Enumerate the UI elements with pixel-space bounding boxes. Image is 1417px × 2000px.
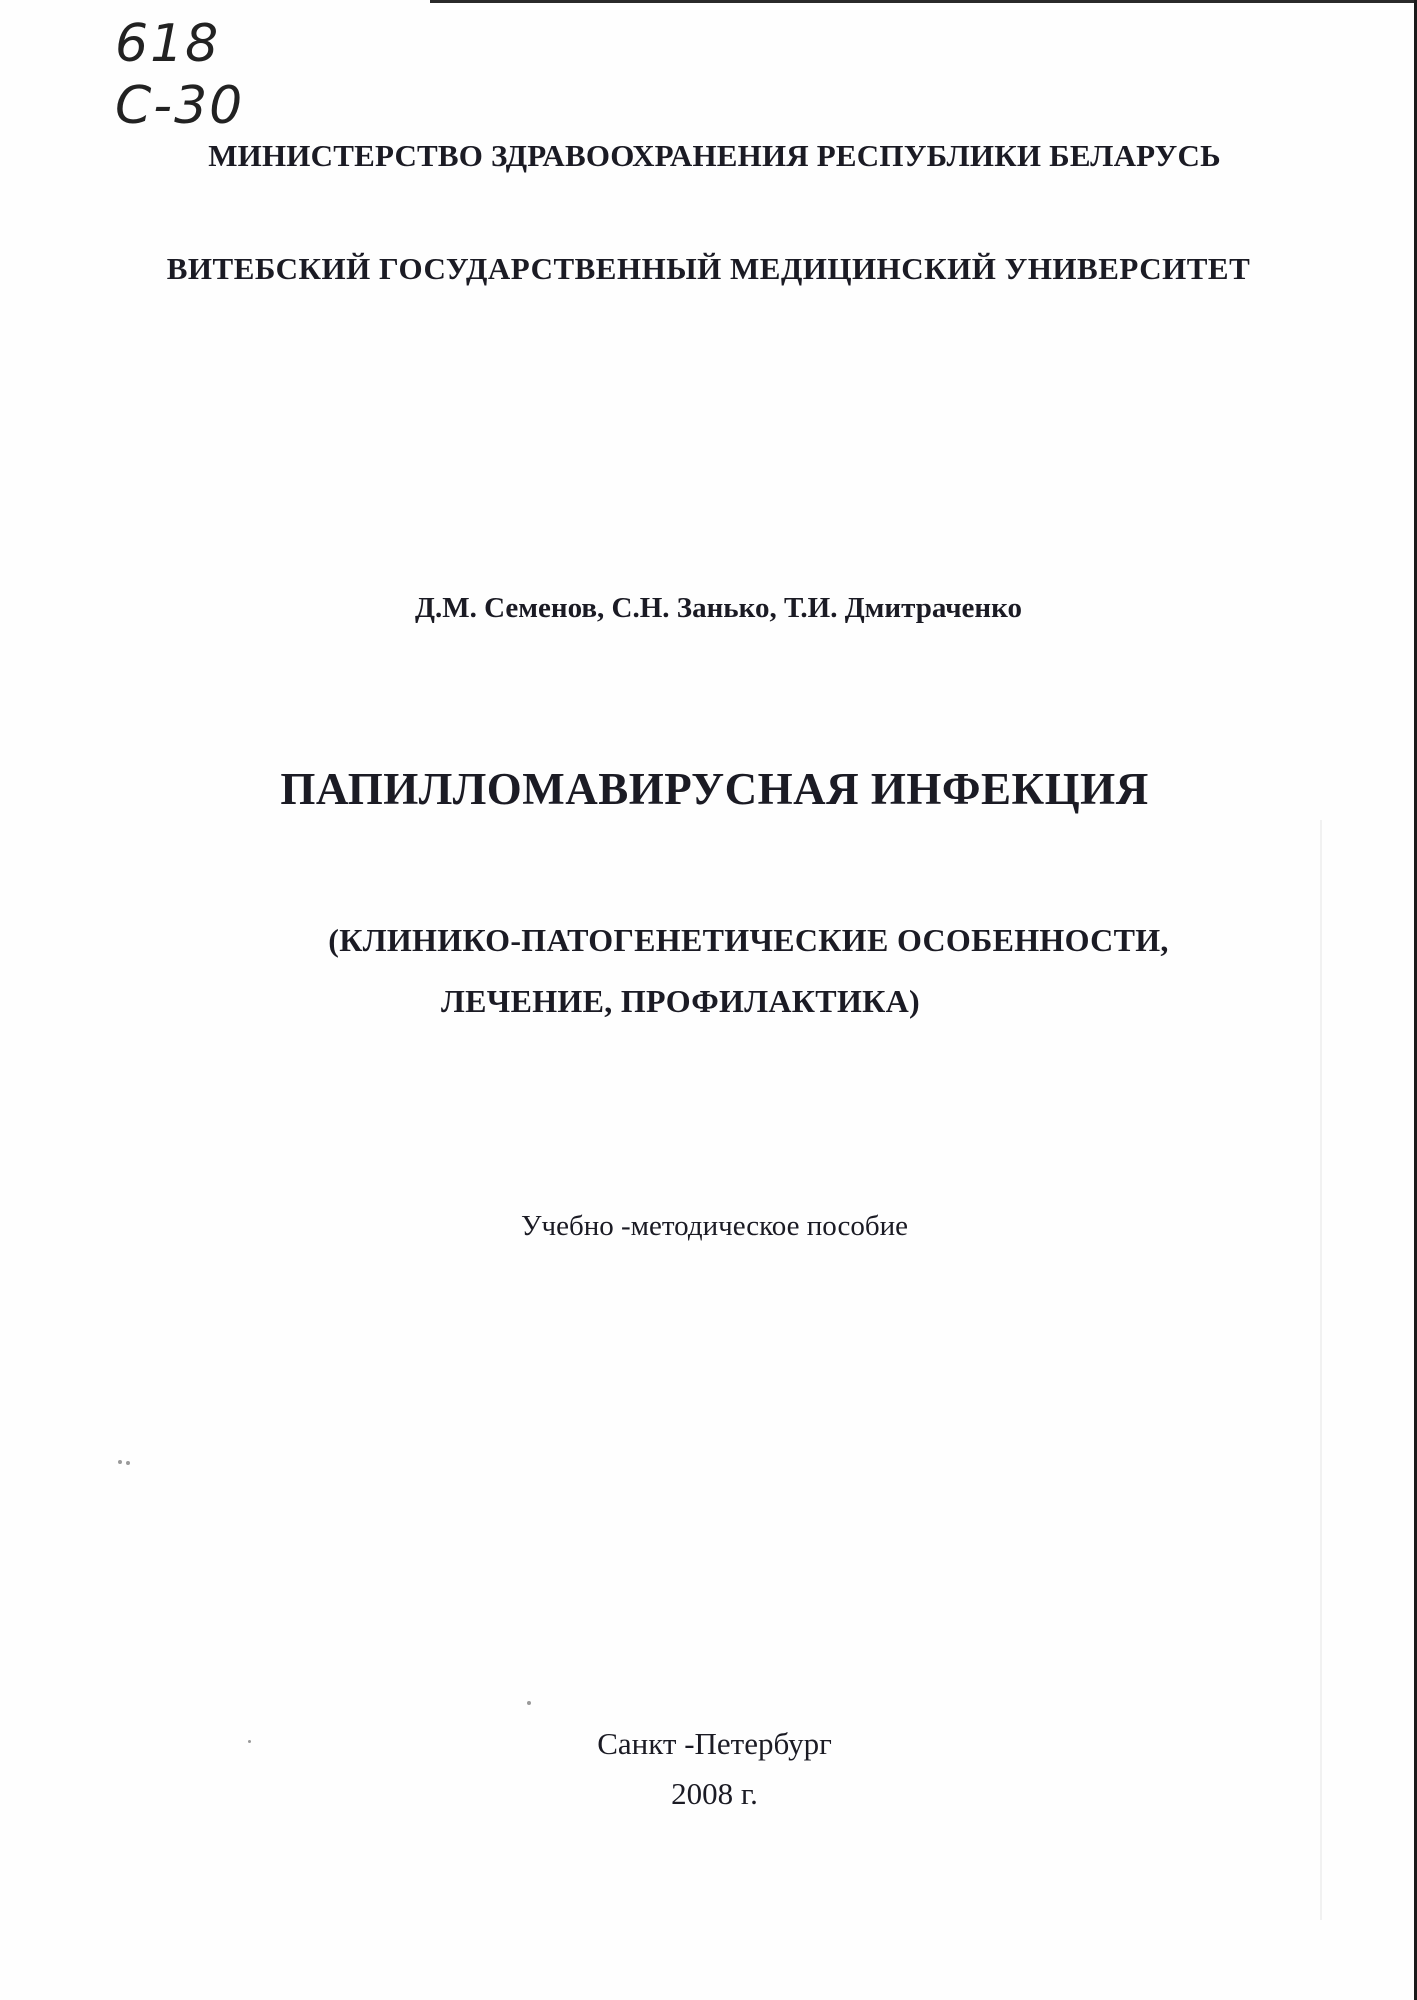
publication-type: Учебно -методическое пособие — [520, 1210, 909, 1242]
subtitle-line-1: (КЛИНИКО-ПАТОГЕНЕТИЧЕСКИЕ ОСОБЕННОСТИ, — [328, 922, 1169, 958]
ministry-heading: МИНИСТЕРСТВО ЗДРАВООХРАНЕНИЯ РЕСПУБЛИКИ БЕЛАРУСЬ — [208, 138, 1221, 173]
imprint-city: Санкт -Петербург — [597, 1726, 832, 1761]
document-title: ПАПИЛЛОМАВИРУСНАЯ ИНФЕКЦИЯ — [280, 764, 1149, 814]
subtitle-line-2: ЛЕЧЕНИЕ, ПРОФИЛАКТИКА) — [441, 983, 921, 1019]
scan-speck — [527, 1701, 531, 1705]
imprint-year: 2008 г. — [671, 1776, 758, 1811]
authors: Д.М. Семенов, С.Н. Занько, Т.И. Дмитраченко — [415, 592, 1022, 624]
university-heading: ВИТЕБСКИЙ ГОСУДАРСТВЕННЫЙ МЕДИЦИНСКИЙ УНИВЕРСИТЕТ — [166, 251, 1251, 286]
scan-speck — [118, 1460, 122, 1464]
handwritten-classification-code: 618 — [115, 14, 221, 74]
scan-edge-top — [430, 0, 1417, 3]
handwritten-author-mark: С-30 — [115, 76, 245, 136]
scan-speck — [126, 1461, 130, 1465]
scan-speck — [248, 1740, 251, 1743]
